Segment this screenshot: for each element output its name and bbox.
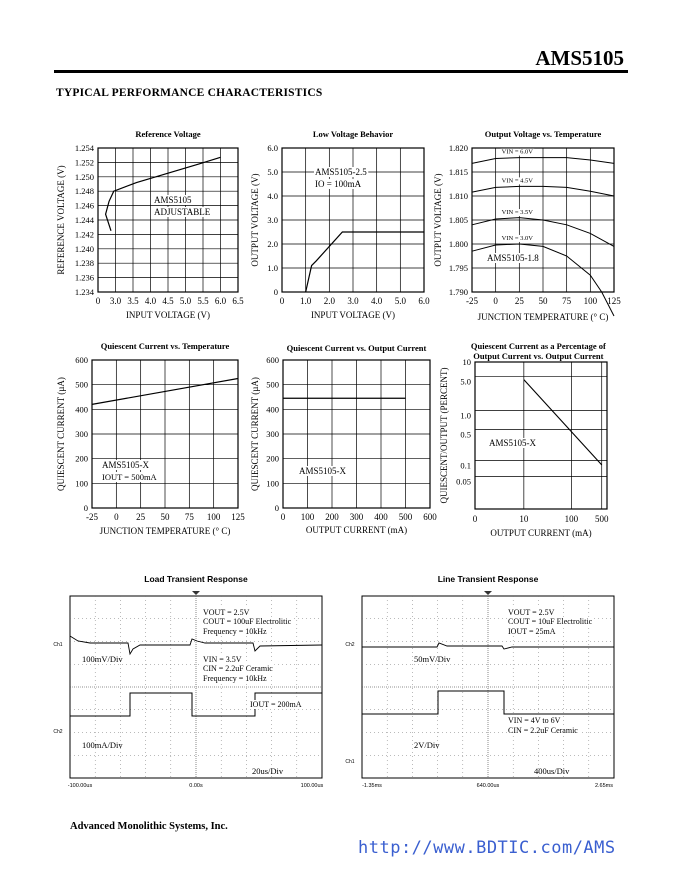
ch2-scale: 100mA/Div	[82, 740, 123, 750]
y-tick-label: 200	[75, 453, 88, 464]
x-tick-label: 50	[538, 296, 548, 306]
y-tick-label: 1.800	[448, 239, 468, 249]
x-tick-label: 50	[160, 512, 170, 522]
x-axis-label: OUTPUT CURRENT (mA)	[490, 528, 592, 538]
x-axis-label: JUNCTION TEMPERATURE (° C)	[477, 312, 609, 322]
note: COUT = 10uF Electrolitic	[508, 617, 593, 626]
series-line-ratio	[524, 380, 602, 465]
y-tick-label: 0	[83, 503, 88, 513]
y-axis-label: REFERENCE VOLTAGE (V)	[56, 165, 66, 275]
y-tick-label: 1.790	[448, 287, 468, 297]
y-tick-label: 1.805	[448, 215, 468, 225]
annotation: IOUT = 500mA	[102, 472, 157, 482]
x-tick-label: 5.0	[179, 296, 192, 306]
x-tick-label: 0	[95, 296, 101, 306]
annotation: AMS5105-X	[489, 438, 537, 448]
part-number: AMS5105	[535, 46, 624, 70]
y-axis-label: OUTPUT VOLTAGE (V)	[250, 173, 260, 267]
y-tick-label: 300	[266, 429, 279, 439]
ch1-scale: 100mV/Div	[82, 654, 123, 664]
note: Frequency = 10kHz	[203, 627, 267, 636]
x-tick-label: 3.0	[109, 296, 122, 306]
x-tick-label: 5.0	[394, 296, 406, 306]
x-tick-label: 100	[564, 514, 579, 524]
annotation: AMS5105-1.8	[487, 253, 539, 263]
x-tick-label: 10	[519, 514, 529, 524]
y-tick-label: 1.795	[448, 263, 468, 273]
y-tick-label: 1.238	[74, 258, 94, 269]
x-tick-label: 500	[398, 512, 413, 522]
y-axis-label: QUIESCENT CURRENT (µA)	[250, 377, 260, 491]
footer-company: Advanced Monolithic Systems, Inc.	[70, 821, 228, 832]
x-tick-label: 100.00us	[300, 783, 324, 789]
note: VIN = 3.5V	[203, 655, 242, 664]
x-tick-label: 3.0	[347, 296, 359, 306]
x-tick-label: 75	[184, 512, 194, 522]
y-tick-label: 4.0	[267, 191, 278, 201]
chart-c3	[433, 129, 621, 322]
channel-marker: Ch1	[345, 759, 355, 765]
note: VIN = 4V to 6V	[508, 716, 561, 725]
x-tick-label: -25	[466, 296, 478, 306]
footer-url[interactable]: http://www.BDTIC.com/AMS	[358, 838, 616, 858]
x-tick-label: 100	[206, 512, 221, 522]
x-tick-label: 125	[607, 296, 621, 306]
note: IOUT = 200mA	[250, 700, 302, 709]
timebase: 20us/Div	[252, 766, 284, 776]
x-tick-label: 1.0	[300, 296, 312, 306]
x-tick-label: 25	[136, 512, 146, 522]
trigger-marker-icon	[192, 591, 200, 595]
chart-title: Line Transient Response	[437, 574, 539, 584]
x-tick-label: 2.0	[323, 296, 335, 306]
x-tick-label: -100.00us	[67, 783, 93, 789]
note: Frequency = 10kHz	[203, 674, 267, 683]
chart-c6	[439, 341, 609, 538]
y-tick-label: 1.248	[74, 186, 94, 197]
y-axis-label: QUIESCENT CURRENT (µA)	[56, 377, 66, 491]
y-tick-label: 10	[462, 357, 471, 367]
x-tick-label: 0	[280, 512, 286, 522]
y-tick-label: 400	[75, 404, 88, 415]
y-tick-label: 1.250	[74, 171, 94, 182]
note: CIN = 2.2uF Ceramic	[508, 726, 578, 735]
y-tick-label: 2.0	[267, 239, 278, 249]
chart-c1	[56, 129, 244, 320]
timebase: 400us/Div	[534, 766, 570, 776]
series-label: VIN = 4.5V	[501, 177, 533, 185]
y-tick-label: 5.0	[460, 376, 471, 387]
y-tick-label: 0.05	[456, 476, 471, 487]
y-tick-label: 300	[75, 429, 88, 439]
x-tick-label: 6.0	[418, 296, 430, 306]
x-tick-label: 4.0	[144, 296, 157, 306]
chart-title: Output Current vs. Output Current	[473, 351, 604, 361]
x-tick-label: 25	[514, 296, 524, 306]
ch2-scale: 50mV/Div	[414, 654, 451, 664]
section-title: TYPICAL PERFORMANCE CHARACTERISTICS	[56, 87, 323, 99]
x-axis-label: INPUT VOLTAGE (V)	[125, 310, 211, 320]
annotation: AMS5105-2.5	[315, 167, 367, 177]
series-label: VIN = 6.0V	[501, 148, 533, 156]
annotation: IO = 100mA	[315, 179, 362, 189]
x-tick-label: 600	[423, 512, 437, 522]
y-tick-label: 1.246	[74, 200, 94, 211]
y-axis-label: OUTPUT VOLTAGE (V)	[433, 173, 443, 267]
x-tick-label: -25	[86, 512, 98, 522]
chart-title: Load Transient Response	[144, 574, 248, 584]
y-tick-label: 200	[266, 453, 279, 464]
y-tick-label: 5.0	[267, 167, 278, 177]
plot-frame	[475, 362, 607, 509]
x-tick-label: 2.65ms	[594, 783, 614, 789]
annotation: AMS5105-X	[102, 460, 150, 470]
channel-marker: Ch2	[53, 729, 63, 735]
x-tick-label: 0	[493, 296, 498, 306]
x-tick-label: 400	[374, 512, 388, 522]
y-tick-label: 1.254	[74, 143, 94, 153]
y-axis-label: QUIESCENT/OUTPUT (PERCENT)	[439, 367, 449, 504]
y-tick-label: 400	[266, 404, 279, 415]
ch1-scale: 2V/Div	[414, 740, 440, 750]
chart-title: Quiescent Current vs. Output Current	[286, 343, 427, 353]
y-tick-label: 100	[75, 478, 88, 489]
y-tick-label: 6.0	[267, 143, 278, 153]
y-tick-label: 1.244	[74, 215, 94, 225]
y-tick-label: 1.236	[74, 272, 94, 283]
y-tick-label: 100	[266, 478, 279, 489]
annotation: ADJUSTABLE	[154, 207, 211, 217]
x-tick-label: 6.0	[214, 296, 227, 306]
y-tick-label: 1.252	[74, 157, 94, 168]
note: VOUT = 2.5V	[203, 608, 250, 617]
y-tick-label: 1.0	[460, 410, 471, 421]
x-axis-label: INPUT VOLTAGE (V)	[310, 310, 396, 320]
y-tick-label: 1.820	[448, 143, 468, 153]
annotation: AMS5105	[154, 195, 192, 205]
x-tick-label: 0.00s	[189, 783, 203, 789]
y-tick-label: 600	[266, 355, 279, 365]
x-tick-label: 200	[325, 512, 339, 522]
y-tick-label: 1.234	[74, 287, 94, 297]
x-tick-label: 100	[583, 296, 598, 306]
x-tick-label: 0	[114, 512, 119, 522]
trigger-marker-icon	[484, 591, 492, 595]
note: COUT = 100uF Electrolitic	[203, 617, 292, 626]
y-tick-label: 1.810	[448, 191, 468, 201]
x-tick-label: 6.5	[232, 296, 244, 306]
y-tick-label: 1.815	[448, 167, 468, 177]
x-tick-label: 0	[472, 514, 478, 524]
y-tick-label: 3.0	[267, 215, 278, 225]
x-tick-label: -1.35ms	[362, 783, 382, 789]
chart-title: Reference Voltage	[135, 129, 201, 139]
note: CIN = 2.2uF Ceramic	[203, 664, 273, 673]
x-axis-label: JUNCTION TEMPERATURE (° C)	[99, 526, 231, 536]
y-tick-label: 500	[266, 379, 279, 390]
channel-marker: Ch1	[53, 642, 63, 648]
annotation: AMS5105-X	[299, 466, 347, 476]
series-label: VIN = 3.0V	[501, 234, 533, 242]
note: VOUT = 2.5V	[508, 608, 555, 617]
y-tick-label: 1.0	[267, 263, 278, 273]
y-tick-label: 0.5	[460, 429, 471, 440]
y-tick-label: 1.240	[74, 243, 94, 254]
x-tick-label: 0	[279, 296, 285, 306]
x-axis-label: OUTPUT CURRENT (mA)	[305, 525, 408, 535]
note: IOUT = 25mA	[508, 627, 556, 636]
chart-title: Quiescent Current vs. Temperature	[100, 341, 230, 351]
y-tick-label: 0	[274, 503, 279, 513]
x-tick-label: 75	[562, 296, 572, 306]
chart-title: Low Voltage Behavior	[312, 129, 394, 139]
scope-s2	[345, 574, 614, 789]
chart-c2	[250, 129, 430, 320]
x-tick-label: 4.0	[371, 296, 383, 306]
x-tick-label: 640.00us	[476, 783, 500, 789]
chart-c5	[250, 343, 437, 535]
x-tick-label: 300	[349, 512, 364, 522]
y-tick-label: 500	[75, 379, 88, 390]
series-line-vout	[306, 232, 424, 292]
y-tick-label: 600	[75, 355, 88, 365]
channel-marker: Ch2	[345, 642, 355, 648]
x-tick-label: 3.5	[127, 296, 139, 306]
x-tick-label: 500	[594, 514, 609, 524]
chart-c4	[56, 341, 245, 536]
chart-title: Output Voltage vs. Temperature	[484, 129, 602, 139]
y-tick-label: 0	[273, 287, 278, 297]
chart-title: Quiescent Current as a Percentage of	[470, 341, 606, 351]
x-tick-label: 100	[300, 512, 315, 522]
x-tick-label: 5.5	[197, 296, 209, 306]
series-label: VIN = 3.5V	[501, 209, 533, 217]
x-tick-label: 125	[231, 512, 245, 522]
y-tick-label: 1.242	[74, 229, 94, 240]
scope-s1	[53, 574, 323, 789]
x-tick-label: 4.5	[162, 296, 174, 306]
y-tick-label: 0.1	[460, 460, 471, 471]
